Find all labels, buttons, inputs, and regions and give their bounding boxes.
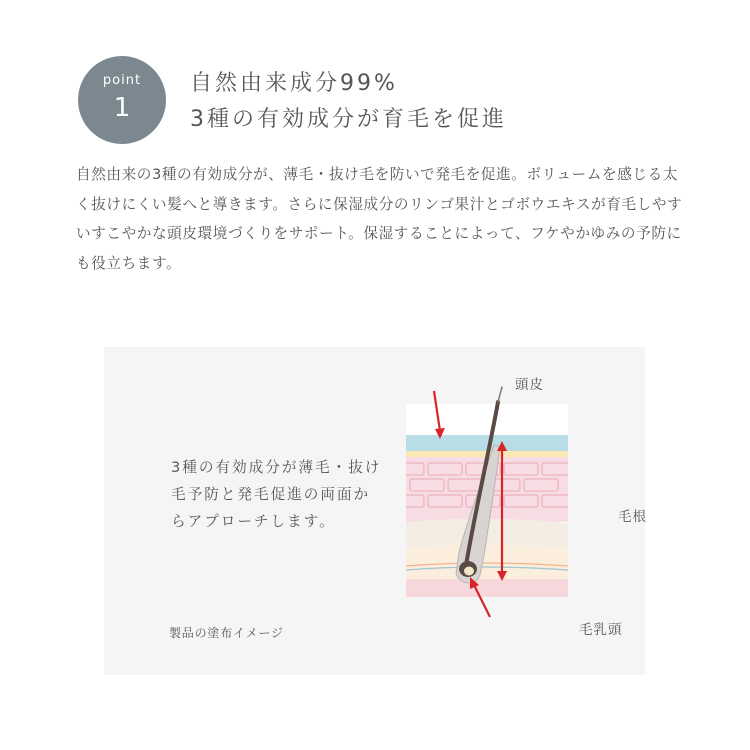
body-text: 自然由来の3種の有効成分が、薄毛・抜け毛を防いで発毛を促進。ボリュームを感じる太く抜けにくい髪へと導きます。さらに保湿成分のリンゴ果汁とゴボウエキスが育毛しやすいすこやかな頭皮環境づくりをサポート。保湿することによって、フケやかゆみの予防にも役立ちます。 — [76, 166, 683, 272]
scalp-label: 頭皮 — [515, 377, 544, 393]
headline-line-2: 3種の有効成分が育毛を促進 — [190, 107, 507, 132]
dermal-papilla — [464, 567, 474, 576]
panel-description: 3種の有効成分が薄毛・抜け毛予防と発毛促進の両面からアプローチします。 — [171, 459, 382, 530]
illustration-panel — [104, 347, 645, 675]
panel-caption: 製品の塗布イメージ — [169, 626, 284, 640]
point-badge — [78, 56, 166, 144]
hair-follicle-diagram — [404, 367, 645, 667]
point-badge-number: 1 — [113, 93, 131, 123]
hair-root-label: 毛根 — [618, 509, 647, 525]
point-badge-label: point — [102, 73, 142, 88]
deep-tissue-layer — [406, 579, 568, 597]
headline — [190, 66, 507, 138]
headline-line-1: 自然由来成分99% — [190, 71, 398, 96]
dermal-papilla-label: 毛乳頭 — [579, 622, 623, 638]
